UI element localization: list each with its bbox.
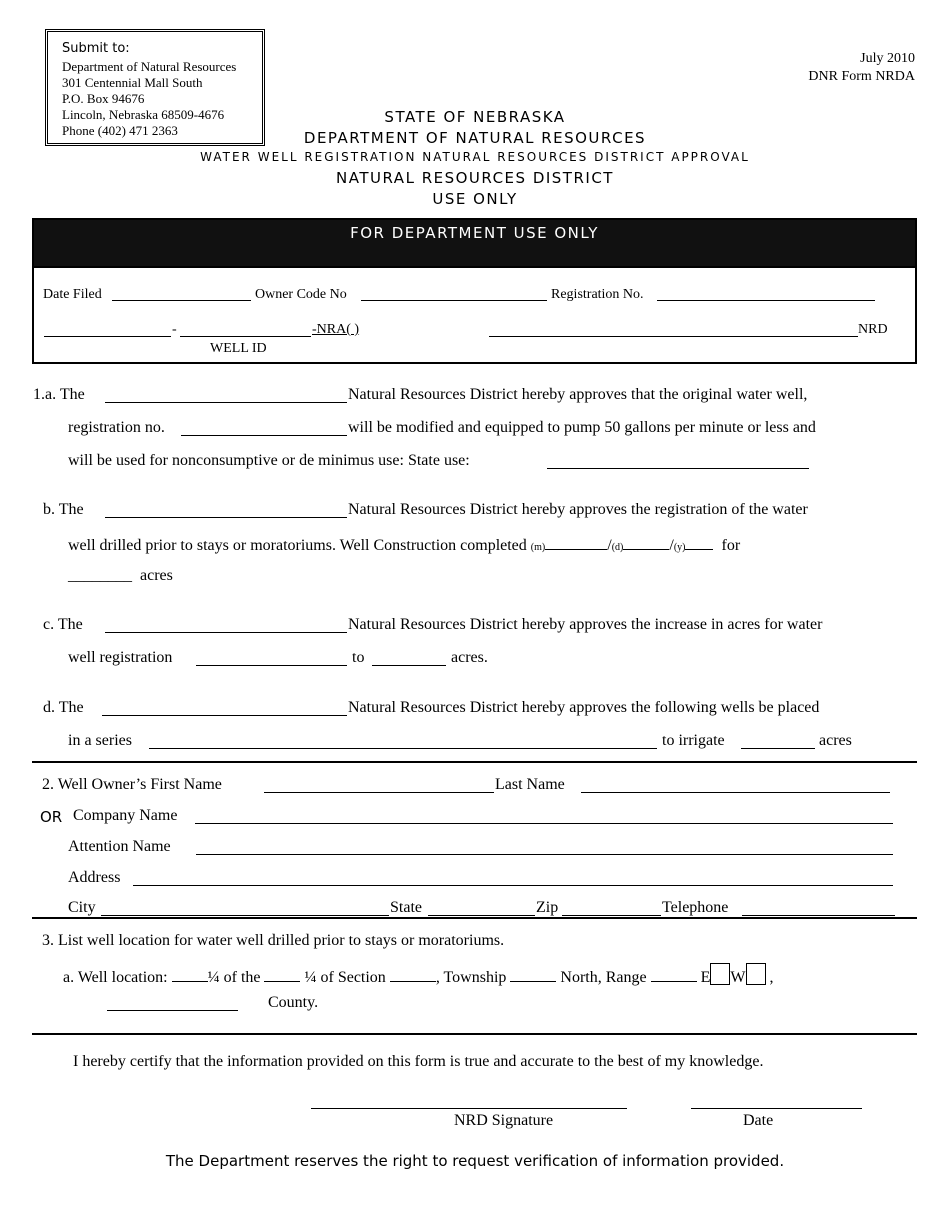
quarter-quarter-field[interactable]: [172, 966, 208, 982]
s1b-acres: acres: [140, 567, 173, 584]
footer-note: The Department reserves the right to request verification of information provided.: [165, 1152, 785, 1170]
s3-a-label: a. Well location:: [63, 969, 168, 986]
date-slash: /: [607, 537, 612, 554]
section-divider: [32, 761, 917, 763]
address-field[interactable]: [133, 885, 893, 886]
first-name-field[interactable]: [264, 792, 494, 793]
registration-no-label: Registration No.: [551, 287, 644, 302]
year-label: (y): [673, 542, 686, 553]
s1c-acres: acres.: [451, 649, 488, 666]
company-name-field[interactable]: [195, 823, 893, 824]
section-divider: [32, 1033, 917, 1035]
s1b-nrd-field[interactable]: [105, 517, 347, 518]
s1c-prefix: c. The: [43, 616, 83, 633]
section-field[interactable]: [390, 966, 436, 982]
submit-to-line: Phone (402) 471 2363: [62, 123, 178, 138]
month-label: (m): [530, 542, 546, 553]
submit-to-line: P.O. Box 94676: [62, 91, 145, 106]
s1b-text1: Natural Resources District hereby approves the registration of the water: [348, 501, 808, 518]
nrd-signature-field[interactable]: [311, 1108, 627, 1109]
s2-address-label: Address: [68, 869, 121, 886]
s1b-acres-row: [68, 567, 173, 585]
nrd-field[interactable]: [489, 336, 858, 337]
s1b-text2: well drilled prior to stays or moratoriums. Well Construction completed: [68, 537, 527, 554]
s2-attention-label: Attention Name: [68, 838, 171, 855]
s1d-text1: Natural Resources District hereby approves the following wells be placed: [348, 699, 820, 716]
s2-last-name-label: Last Name: [495, 776, 565, 793]
nra-label: -NRA( ): [312, 322, 360, 337]
submit-to-line: Department of Natural Resources: [62, 59, 237, 74]
s3-comma: ,: [769, 969, 774, 986]
township-field[interactable]: [510, 966, 556, 982]
s1b-acres-field[interactable]: ________: [68, 567, 132, 584]
year-field[interactable]: [685, 534, 713, 550]
s1d-irrigate: to irrigate: [662, 732, 725, 749]
department-use-band: FOR DEPARTMENT USE ONLY: [34, 220, 915, 268]
registration-no-field[interactable]: [657, 300, 875, 301]
s1a-text1: Natural Resources District hereby approves that the original water well,: [348, 386, 808, 403]
s3-quarter2: ¼ of Section: [304, 969, 386, 986]
header-use-only: USE ONLY: [432, 190, 518, 208]
well-id-label: WELL ID: [210, 341, 267, 356]
s1c-acres-field[interactable]: [372, 665, 446, 666]
s1a-nrd-field[interactable]: [105, 402, 347, 403]
owner-code-field[interactable]: [361, 300, 547, 301]
header-nrd: NATURAL RESOURCES DISTRICT: [336, 169, 614, 187]
header-department: DEPARTMENT OF NATURAL RESOURCES: [303, 129, 647, 147]
signature-date-field[interactable]: [691, 1108, 862, 1109]
last-name-field[interactable]: [581, 792, 890, 793]
state-field[interactable]: [428, 915, 535, 916]
s1d-prefix: d. The: [43, 699, 84, 716]
s1a-text2: will be modified and equipped to pump 50 gallons per minute or less and: [348, 419, 816, 436]
department-use-fields: [34, 266, 915, 268]
s1d-text2: in a series: [68, 732, 132, 749]
s3-quarter1: ¼ of the: [207, 969, 261, 986]
form-id: DNR Form NRDA: [808, 69, 915, 84]
well-id-part2-field[interactable]: [180, 336, 311, 337]
date-filed-field[interactable]: [112, 300, 251, 301]
s1a-registration-field[interactable]: [181, 435, 347, 436]
s3-e: E: [700, 969, 711, 986]
east-checkbox[interactable]: [710, 963, 730, 985]
s3-location-row: [63, 963, 774, 987]
date-slash: /: [669, 537, 674, 554]
header-state: STATE OF NEBRASKA: [384, 108, 566, 126]
s1a-text3: will be used for nonconsumptive or de minimus use: State use:: [68, 452, 470, 469]
s2-telephone-label: Telephone: [662, 899, 729, 916]
s3-county-label: County.: [268, 994, 319, 1011]
s2-first-name-label: 2. Well Owner’s First Name: [42, 776, 222, 793]
owner-code-label: Owner Code No: [255, 287, 347, 302]
submit-to-heading: Submit to:: [62, 41, 130, 56]
nrd-label: NRD: [858, 322, 888, 337]
day-field[interactable]: [623, 534, 669, 550]
range-field[interactable]: [651, 966, 697, 982]
s2-state-label: State: [390, 899, 422, 916]
s2-city-label: City: [68, 899, 96, 916]
day-label: (d): [611, 542, 624, 553]
submit-to-line: 301 Centennial Mall South: [62, 75, 203, 90]
form-title: WATER WELL REGISTRATION NATURAL RESOURCES DISTRICT APPROVAL: [200, 150, 750, 164]
date-filed-label: Date Filed: [43, 287, 102, 302]
s3-w: W: [730, 969, 746, 986]
well-id-part1-field[interactable]: [44, 336, 171, 337]
s1d-series-field[interactable]: [149, 748, 657, 749]
zip-field[interactable]: [562, 915, 661, 916]
s1b-text2-row: [68, 534, 740, 555]
s3-township: , Township: [435, 969, 507, 986]
s1a-reg-label: registration no.: [68, 419, 165, 436]
quarter-field[interactable]: [264, 966, 300, 982]
form-info: [808, 50, 915, 86]
county-field[interactable]: [107, 1010, 238, 1011]
s1d-acres: acres: [819, 732, 852, 749]
west-checkbox[interactable]: [746, 963, 766, 985]
department-use-box: [32, 218, 917, 364]
s1b-for: for: [721, 537, 741, 554]
s2-zip-label: Zip: [536, 899, 559, 916]
s1a-prefix: 1.a. The: [33, 386, 85, 403]
nrd-signature-label: NRD Signature: [454, 1112, 554, 1129]
s1a-state-use-field[interactable]: [547, 468, 809, 469]
telephone-field[interactable]: [742, 915, 895, 916]
s1c-to: to: [352, 649, 365, 666]
s2-company-label: Company Name: [73, 807, 178, 824]
s3-heading: 3. List well location for water well drilled prior to stays or moratoriums.: [42, 932, 505, 949]
city-field[interactable]: [101, 915, 389, 916]
s1b-prefix: b. The: [43, 501, 84, 518]
s1c-registration-field[interactable]: [196, 665, 347, 666]
s1c-nrd-field[interactable]: [105, 632, 347, 633]
month-field[interactable]: [545, 534, 607, 550]
certification-text: I hereby certify that the information provided on this form is true and accurate to the best of my knowledge.: [73, 1053, 764, 1070]
section-divider: [32, 917, 917, 919]
submit-to-line: Lincoln, Nebraska 68509-4676: [62, 107, 225, 122]
well-id-dash: -: [172, 322, 177, 337]
s1c-text1: Natural Resources District hereby approves the increase in acres for water: [348, 616, 823, 633]
signature-date-label: Date: [743, 1112, 774, 1129]
form-date: July 2010: [860, 51, 915, 66]
s2-or-label: OR: [40, 808, 63, 826]
attention-name-field[interactable]: [196, 854, 893, 855]
s1d-nrd-field[interactable]: [102, 715, 347, 716]
s1c-text2: well registration: [68, 649, 173, 666]
s1d-acres-field[interactable]: [741, 748, 815, 749]
s3-north-range: North, Range: [560, 969, 647, 986]
